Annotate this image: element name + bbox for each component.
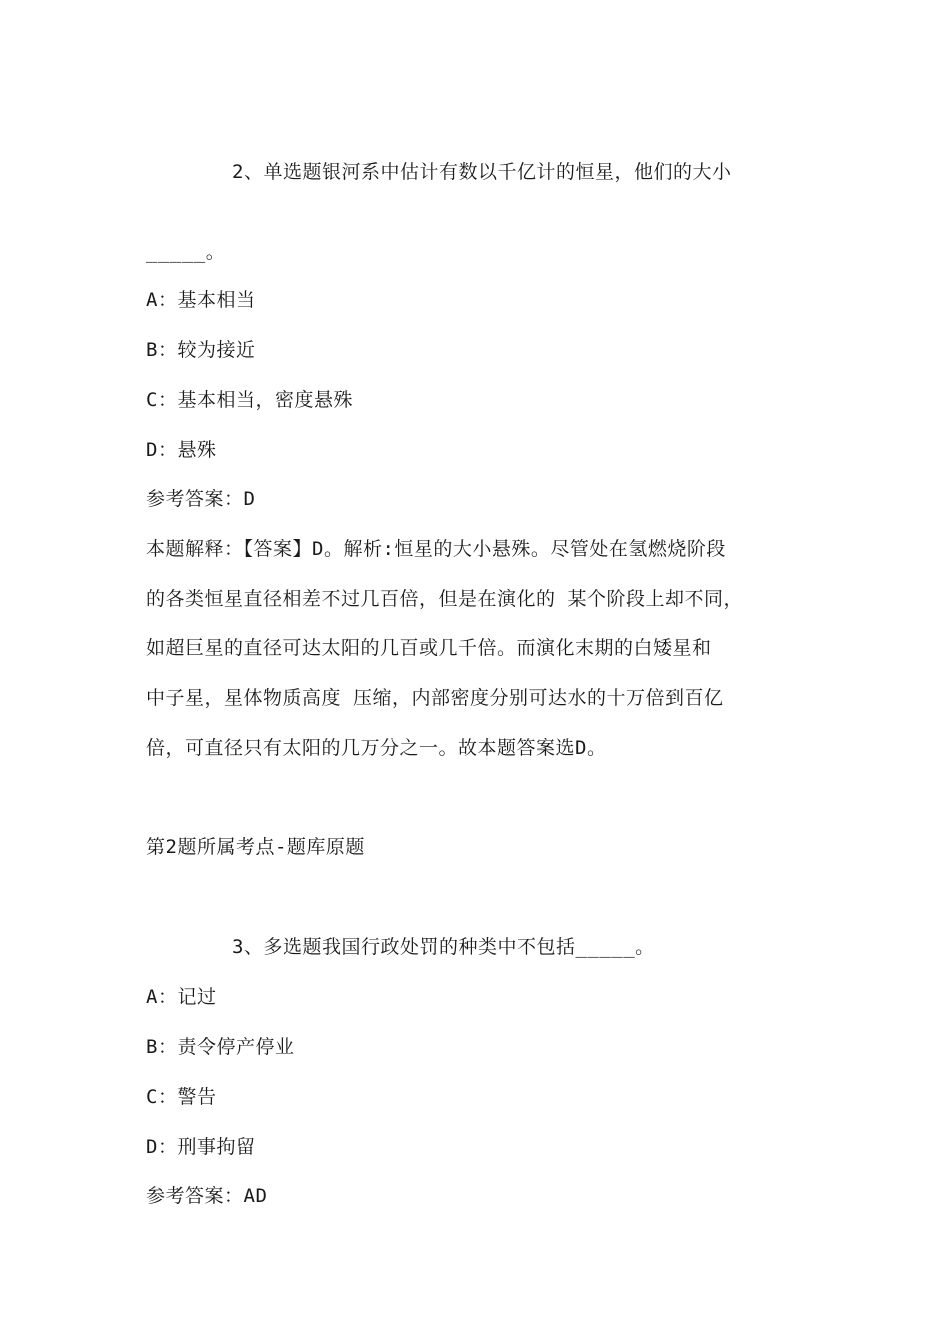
question-3-answer: 参考答案：AD [146,1185,268,1207]
explanation-line: 的各类恒星直径相差不过几百倍，但是在演化的 某个阶段上却不同， [146,587,743,610]
explanation-line: 如超巨星的直径可达太阳的几百或几千倍。而演化末期的白矮星和 [146,637,712,660]
explanation-line: 中子星，星体物质高度 压缩，内部密度分别可达水的十万倍到百亿 [146,687,724,710]
question-2-option-a: A：基本相当 [146,289,256,311]
question-2-topic: 第2题所属考点-题库原题 [146,836,365,858]
explanation-line: 本题解释：【答案】D。解析:恒星的大小悬殊。尽管处在氢燃烧阶段 [146,538,726,560]
question-3-stem: 3、多选题我国行政处罚的种类中不包括_____。 [232,936,655,958]
question-2-option-b: B：较为接近 [146,339,256,361]
question-2-option-d: D：悬殊 [146,439,217,461]
question-2-stem-line2: _____。 [146,241,226,263]
explanation-line: 倍，可直径只有太阳的几万分之一。故本题答案选D。 [146,736,607,759]
question-3-option-b: B：责令停产停业 [146,1036,295,1058]
question-2-stem-line1: 2、单选题银河系中估计有数以千亿计的恒星，他们的大小 [232,161,732,183]
question-2-option-c: C：基本相当，密度悬殊 [146,389,353,411]
question-3-option-d: D：刑事拘留 [146,1136,256,1158]
question-3-option-a: A：记过 [146,986,217,1008]
question-3-option-c: C：警告 [146,1086,217,1108]
question-2-answer: 参考答案：D [146,488,256,510]
question-2-explanation [146,537,816,785]
